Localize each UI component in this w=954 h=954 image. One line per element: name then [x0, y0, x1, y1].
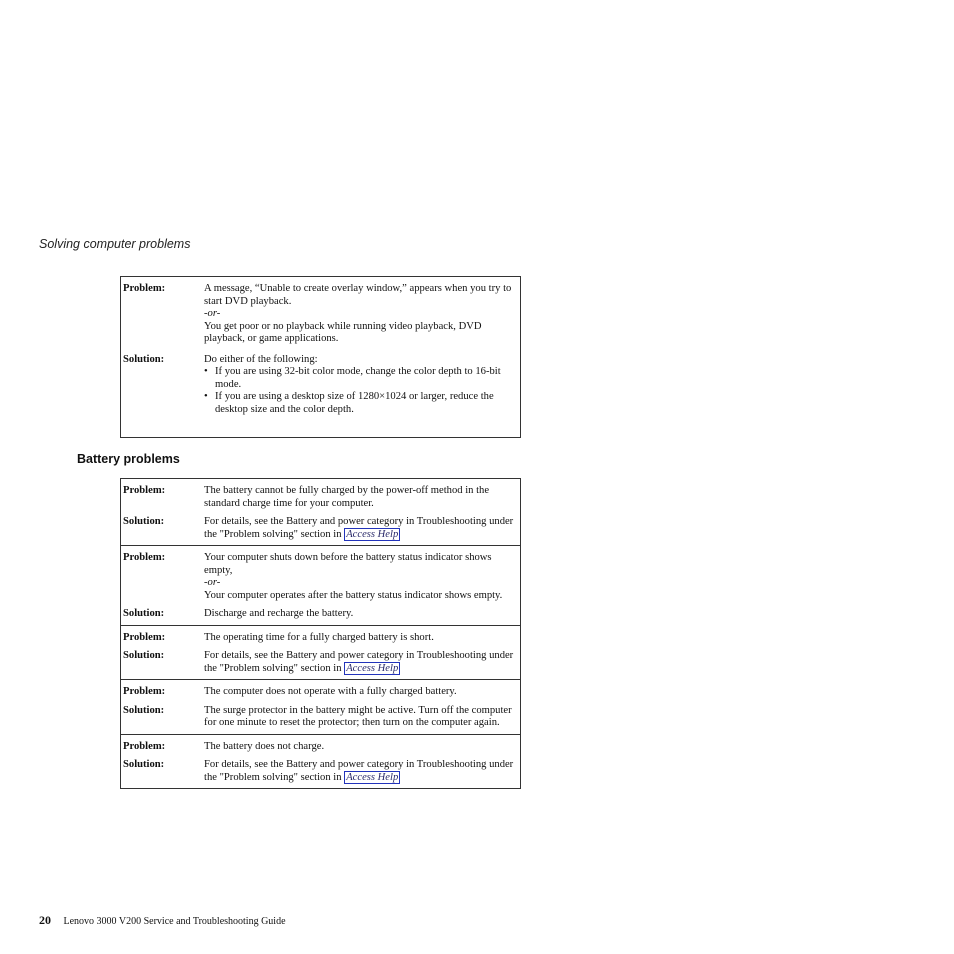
- problem-entry: [121, 277, 520, 420]
- solution-text: For details, see the Battery and power category in Troubleshooting under the "Problem solving" section in Access Help: [204, 650, 514, 674]
- bullet-item: • If you are using a desktop size of 1280×1024 or larger, reduce the desktop size and the color depth.: [204, 391, 515, 416]
- problem-label: Problem:: [123, 631, 166, 643]
- running-head: Solving computer problems: [39, 237, 191, 251]
- problem-label: Problem:: [123, 485, 166, 496]
- access-help-link[interactable]: Access Help: [346, 528, 399, 540]
- problem-text: The operating time for a fully charged battery is short.: [204, 631, 434, 643]
- bullet-item: • If you are using 32-bit color mode, change the color depth to 16-bit mode.: [204, 366, 515, 391]
- solution-text: For details, see the Battery and power category in Troubleshooting under the "Problem solving" section in Access Help: [204, 759, 514, 783]
- dvd-problem-table: [120, 276, 521, 438]
- problem-entry: [121, 479, 520, 546]
- or-separator: -or-: [204, 308, 221, 319]
- problem-entry: [121, 680, 520, 735]
- solution-text: The surge protector in the battery might be active. Turn off the computer for one minute to reset the protector; then turn on the computer again.: [204, 704, 512, 728]
- solution-text: For details, see the Battery and power category in Troubleshooting under the "Problem solving" section in Access Help: [204, 516, 514, 540]
- problem-entry: [121, 546, 520, 626]
- solution-label: Solution:: [123, 608, 165, 619]
- problem-text: [204, 283, 515, 346]
- access-help-link[interactable]: Access Help: [346, 662, 399, 674]
- problem-entry: [121, 626, 520, 681]
- page-footer: [39, 913, 286, 928]
- problem-label: Problem:: [123, 283, 166, 294]
- battery-problem-table: [120, 478, 521, 789]
- problem-text: The battery cannot be fully charged by the power-off method in the standard charge time for your computer.: [204, 485, 490, 509]
- problem-line: You get poor or no playback while running video playback, DVD playback, or game applications.: [204, 320, 482, 344]
- solution-label: Solution:: [123, 650, 165, 661]
- problem-label: Problem:: [123, 552, 166, 563]
- problem-label: Problem:: [123, 740, 166, 752]
- solution-text: Discharge and recharge the battery.: [204, 608, 354, 619]
- solution-label: Solution:: [123, 759, 165, 770]
- problem-text: The battery does not charge.: [204, 740, 325, 752]
- or-separator: -or-: [204, 577, 221, 588]
- problem-line: A message, “Unable to create overlay window,” appears when you try to start DVD playback.: [204, 283, 512, 307]
- solution-bullet-list: [204, 366, 515, 416]
- solution-label: Solution:: [123, 704, 165, 716]
- section-heading: Battery problems: [77, 452, 180, 466]
- problem-label: Problem:: [123, 686, 166, 697]
- solution-label: Solution:: [123, 353, 165, 365]
- problem-text: The computer does not operate with a fully charged battery.: [204, 686, 457, 697]
- page-number: 20: [39, 913, 51, 927]
- access-help-link[interactable]: Access Help: [346, 771, 399, 783]
- solution-text: [204, 354, 515, 417]
- solution-label: Solution:: [123, 516, 165, 527]
- book-title: Lenovo 3000 V200 Service and Troubleshooting Guide: [63, 916, 286, 927]
- problem-entry: [121, 735, 520, 789]
- solution-intro: Do either of the following:: [204, 353, 318, 365]
- problem-text: Your computer shuts down before the battery status indicator shows empty, -or- Your computer operates after the battery status indicator shows empty.: [204, 552, 515, 602]
